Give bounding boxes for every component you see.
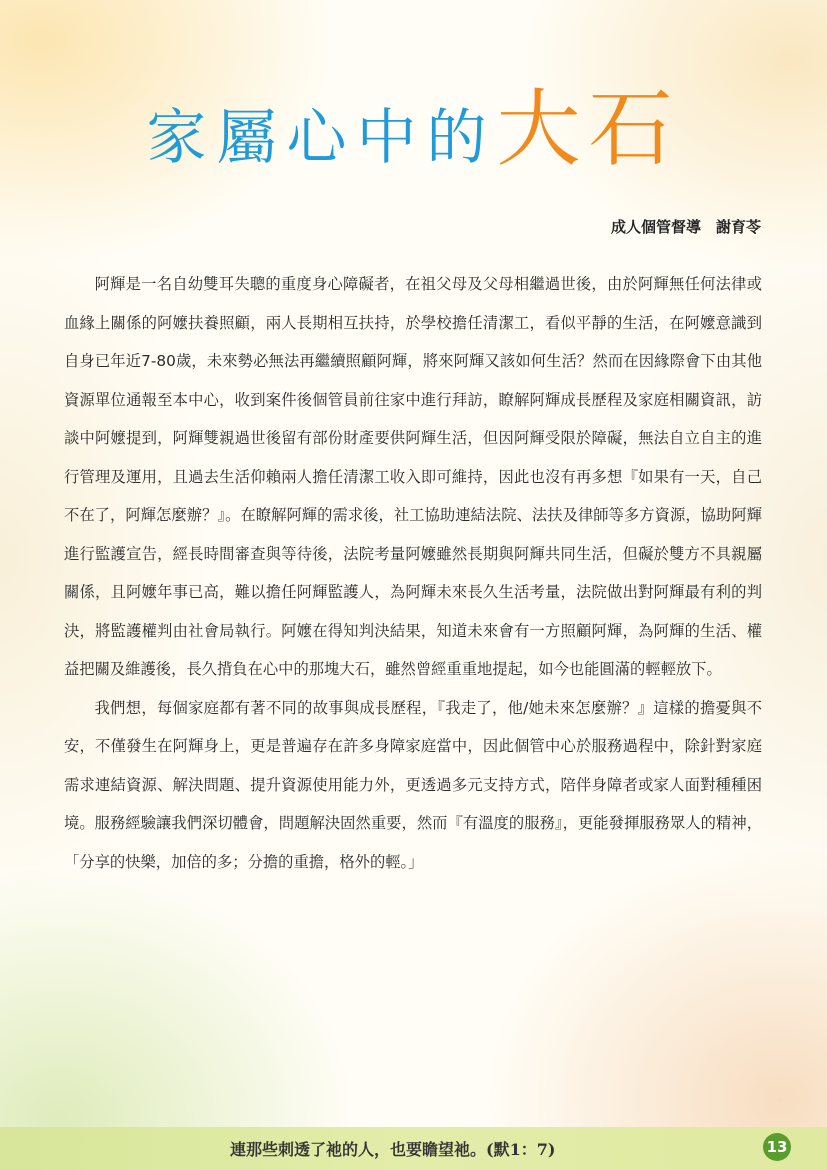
title-part-1: 家屬心中的 — [146, 103, 497, 173]
paragraph-1: 阿輝是一名自幼雙耳失聰的重度身心障礙者，在祖父母及父母相繼過世後，由於阿輝無任何法律或血緣上關係的阿嬤扶養照顧，兩人長期相互扶持，於學校擔任清潔工，看似平靜的生活，在阿嬤意識到自身已年近7-80歲，未來勢必無法再繼續照顧阿輝，將來阿輝又該如何生活？然而在因緣際會下由其他資源單位通報至本中心，收到案件後個管員前往家中進行拜訪，瞭解阿輝成長歷程及家庭相關資訊，訪談中阿嬤提到，阿輝雙親過世後留有部份財產要供阿輝生活，但因阿輝受限於障礙，無法自立自主的進行管理及運用，且過去生活仰賴兩人擔任清潔工收入即可維持，因此也沒有再多想『如果有一天，自己不在了，阿輝怎麼辦？』。在瞭解阿輝的需求後，社工協助連結法院、法扶及律師等多方資源，協助阿輝進行監護宣告，經長時間審查與等待後，法院考量阿嬤雖然長期與阿輝共同生活，但礙於雙方不具親屬關係，且阿嬤年事已高，難以擔任阿輝監護人，為阿輝未來長久生活考量，法院做出對阿輝最有利的判決，將監護權判由社會局執行。阿嬤在得知判決結果，知道未來會有一方照顧阿輝，為阿輝的生活、權益把關及維護後，長久揹負在心中的那塊大石，雖然曾經重重地提起，如今也能圓滿的輕輕放下。 — [64, 275, 762, 678]
title-part-2: 大石 — [496, 80, 681, 178]
page-title — [0, 62, 827, 183]
author-byline: 成人個管督導 謝育苓 — [610, 218, 761, 236]
footer-verse: 連那些刺透了祂的人，也要瞻望祂。(默1：7) — [230, 1140, 556, 1159]
paragraph-2: 我們想，每個家庭都有著不同的故事與成長歷程，『我走了，他/她未來怎麼辦？』這樣的擔憂與不安，不僅發生在阿輝身上，更是普遍存在許多身障家庭當中，因此個管中心於服務過程中，除針對家庭需求連結資源、解決問題、提升資源使用能力外，更透過多元支持方式，陪伴身障者或家人面對種種困境。服務經驗讓我們深切體會，問題解決固然重要，然而『有溫度的服務』，更能發揮服務眾人的精神，「分享的快樂，加倍的多；分擔的重擔，格外的輕。」 — [64, 698, 762, 871]
footer-band — [0, 1127, 827, 1170]
article-body — [64, 265, 762, 881]
page-number-badge: 13 — [763, 1133, 791, 1161]
